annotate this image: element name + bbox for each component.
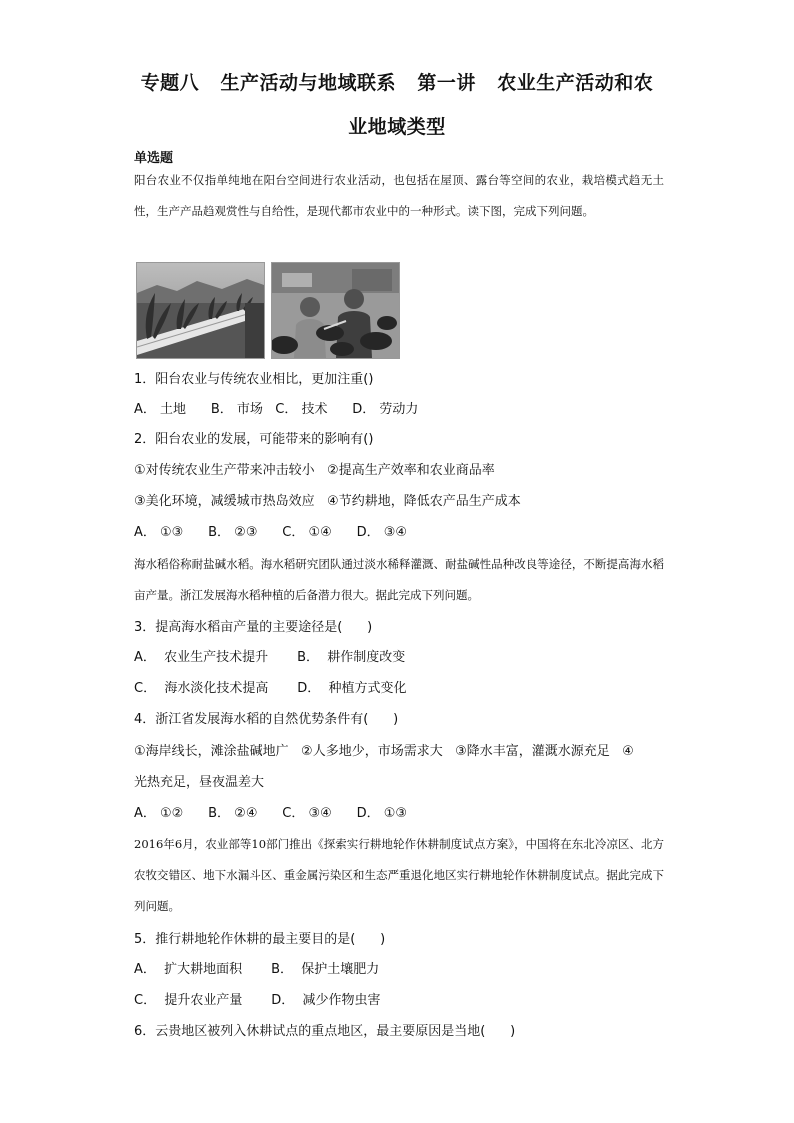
question-1-options: A． 土地 B． 市场 C． 技术 D． 劳动力 [134, 402, 419, 417]
balcony-planter-photo [136, 262, 265, 359]
question-6-stem: 6．云贵地区被列入休耕试点的重点地区，最主要原因是当地( ) [134, 1024, 516, 1039]
question-2-items-line2: ③美化环境，减缓城市热岛效应 ④节约耕地，降低农产品生产成本 [134, 494, 521, 509]
question-2-stem: 2．阳台农业的发展，可能带来的影响有() [134, 432, 374, 447]
question-2-options: A． ①③ B． ②③ C． ①④ D． ③④ [134, 525, 408, 540]
people-gardening-photo [271, 262, 400, 359]
title-part-topic: 专题八 [140, 72, 200, 94]
page-title-line1 [100, 68, 694, 95]
passage-balcony-agriculture: 阳台农业不仅指单纯地在阳台空间进行农业活动，也包括在屋顶、露台等空间的农业，栽培模式趋无土性，生产产品趋观赏性与自给性，是现代都市农业中的一种形式。读下图，完成下列问题。 [134, 173, 664, 218]
title-part-heading: 农业生产活动和农 [497, 72, 654, 94]
passage-crop-rotation: 2016年6月，农业部等10部门推出《探索实行耕地轮作休耕制度试点方案》，中国将在东北冷凉区、北方农牧交错区、地下水漏斗区、重金属污染区和生态严重退化地区实行耕地轮作休耕制度试点。据此完成下列问题。 [134, 837, 664, 913]
question-4-options: A． ①② B． ②④ C． ③④ D． ①③ [134, 806, 408, 821]
question-4-items-line2: 光热充足，昼夜温差大 [134, 775, 265, 790]
section-label: 单选题 [134, 151, 174, 166]
question-5-stem: 5．推行耕地轮作休耕的最主要目的是( ) [134, 932, 386, 947]
question-1-stem: 1．阳台农业与传统农业相比，更加注重() [134, 372, 374, 387]
question-3-options-line2: C． 海水淡化技术提高 D． 种植方式变化 [134, 681, 407, 696]
passage-sea-rice: 海水稻俗称耐盐碱水稻。海水稻研究团队通过淡水稀释灌溉、耐盐碱性品种改良等途径，不断提高海水稻亩产量。浙江发展海水稻种植的后备潜力很大。据此完成下列问题。 [134, 557, 664, 602]
question-5-options-line1: A． 扩大耕地面积 B． 保护土壤肥力 [134, 962, 380, 977]
question-2-items-line1: ①对传统农业生产带来冲击较小 ②提高生产效率和农业商品率 [134, 463, 495, 478]
title-part-subject: 生产活动与地域联系 [220, 72, 397, 94]
question-5-options-line2: C． 提升农业产量 D． 减少作物虫害 [134, 993, 381, 1008]
question-4-items-line1: ①海岸线长，滩涂盐碱地广 ②人多地少，市场需求大 ③降水丰富，灌溉水源充足 ④ [134, 744, 634, 759]
page-title-line2: 业地域类型 [348, 116, 446, 138]
question-3-stem: 3．提高海水稻亩产量的主要途径是( ) [134, 620, 373, 635]
question-3-options-line1: A． 农业生产技术提升 B． 耕作制度改变 [134, 650, 406, 665]
question-4-stem: 4．浙江省发展海水稻的自然优势条件有( ) [134, 712, 399, 727]
title-part-lecture: 第一讲 [417, 72, 476, 94]
